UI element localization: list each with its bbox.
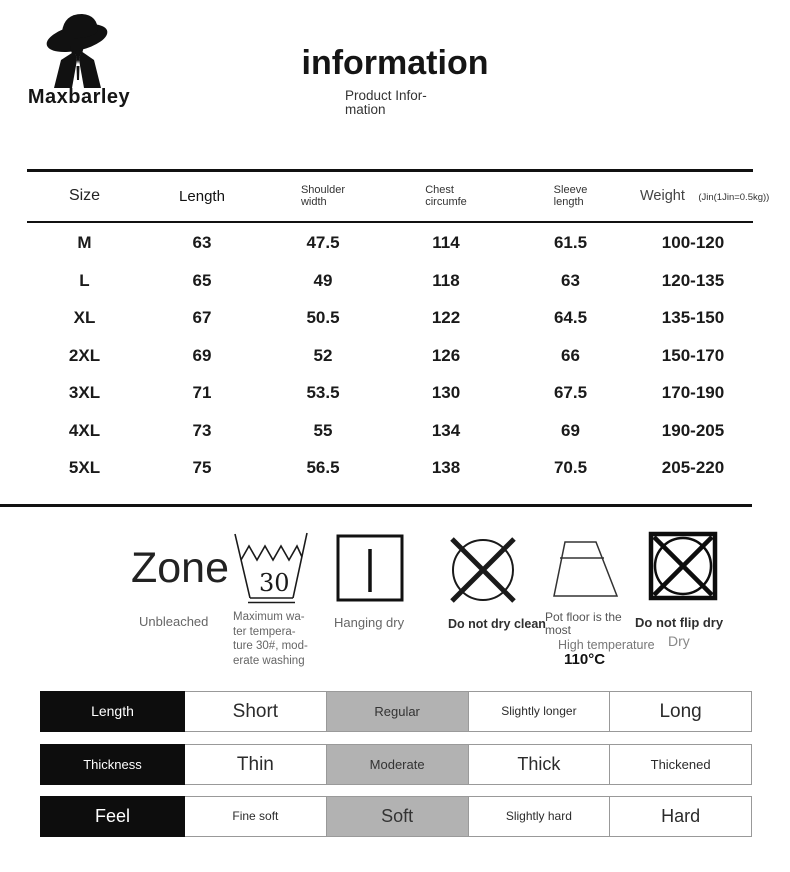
no-flip-dry-icon <box>648 531 718 601</box>
attr-option: Hard <box>610 796 752 837</box>
col-header-length: Length <box>179 187 225 205</box>
care-label-no-flip-dry: Do not flip dry <box>635 615 724 630</box>
attr-row-thickness <box>40 744 752 785</box>
temperature-value: 110°C <box>564 651 606 668</box>
weight-unit-note: (Jin(1Jin=0.5kg)) <box>698 192 770 203</box>
size-cell: M <box>77 233 92 252</box>
attr-option-selected: Regular <box>327 691 469 732</box>
brand-name: Maxbarley <box>27 86 131 108</box>
size-cell: 3XL <box>68 383 101 402</box>
care-label-dry: Dry <box>668 633 690 649</box>
attr-option: Thin <box>185 744 327 785</box>
care-label-hanging-dry: Hanging dry <box>334 615 405 630</box>
care-label-pot-floor: Pot floor is the most <box>545 610 622 637</box>
size-cell: 2XL <box>68 345 101 365</box>
iron-pot-icon <box>549 536 621 600</box>
col-header-shoulder-width: Shoulder width <box>300 184 346 208</box>
wash-tub-30-icon <box>228 524 310 606</box>
size-table-header <box>27 172 770 220</box>
svg-text:30: 30 <box>259 569 290 597</box>
care-label-unbleached: Unbleached <box>139 614 209 629</box>
no-dry-clean-icon <box>446 534 520 606</box>
attr-option: Slightly hard <box>469 796 611 837</box>
attr-label-length: Length <box>40 691 185 732</box>
zone-text: Zone <box>131 544 230 592</box>
table-bottom-rule <box>0 504 752 507</box>
size-cell: 5XL <box>68 458 101 477</box>
care-label-wash: Maximum wa- ter tempera- ture 30#, mod- erate washing <box>233 611 308 667</box>
attr-label-thickness: Thickness <box>40 744 185 785</box>
attr-option: Thick <box>469 744 611 785</box>
care-label-no-dry-clean: Do not dry clean <box>448 617 546 631</box>
page-title: information <box>301 44 489 82</box>
col-header-size: Size <box>68 187 101 204</box>
attr-label-feel: Feel <box>40 796 185 837</box>
size-cell: L <box>79 270 90 290</box>
size-cell: 4XL <box>68 420 101 440</box>
attr-row-feel <box>40 796 752 837</box>
attr-option-selected: Moderate <box>327 744 469 785</box>
size-table-body: M 63 47.5 114 61.5 100-120 L 65 49 118 63 120-135 XL 67 50.5 122 64.5 135-150 2XL 69 52 126 66 150-170 3XL 71 53.5 130 67.5 170-190 4XL 73 55 134 69 190-205 5XL 75 56.5 138 70.5 205-220 <box>27 224 753 487</box>
hanging-dry-icon <box>335 533 405 603</box>
col-header-chest: Chest circumfe <box>425 184 467 208</box>
attr-option: Thickened <box>610 744 752 785</box>
attr-row-length <box>40 691 752 732</box>
attr-option: Slightly longer <box>469 691 611 732</box>
table-header-rule <box>27 221 753 223</box>
attr-option: Fine soft <box>185 796 327 837</box>
size-cell: XL <box>73 308 96 327</box>
care-label-high-temperature: High temperature <box>558 638 655 652</box>
page-subtitle: Product Infor- mation <box>345 88 427 117</box>
attr-option-selected: Soft <box>327 796 469 837</box>
attr-option: Long <box>610 691 752 732</box>
col-header-weight: Weight (Jin(1Jin=0.5kg)) <box>640 188 770 204</box>
col-header-sleeve-length: Sleeve length <box>553 184 588 208</box>
attr-option: Short <box>185 691 327 732</box>
